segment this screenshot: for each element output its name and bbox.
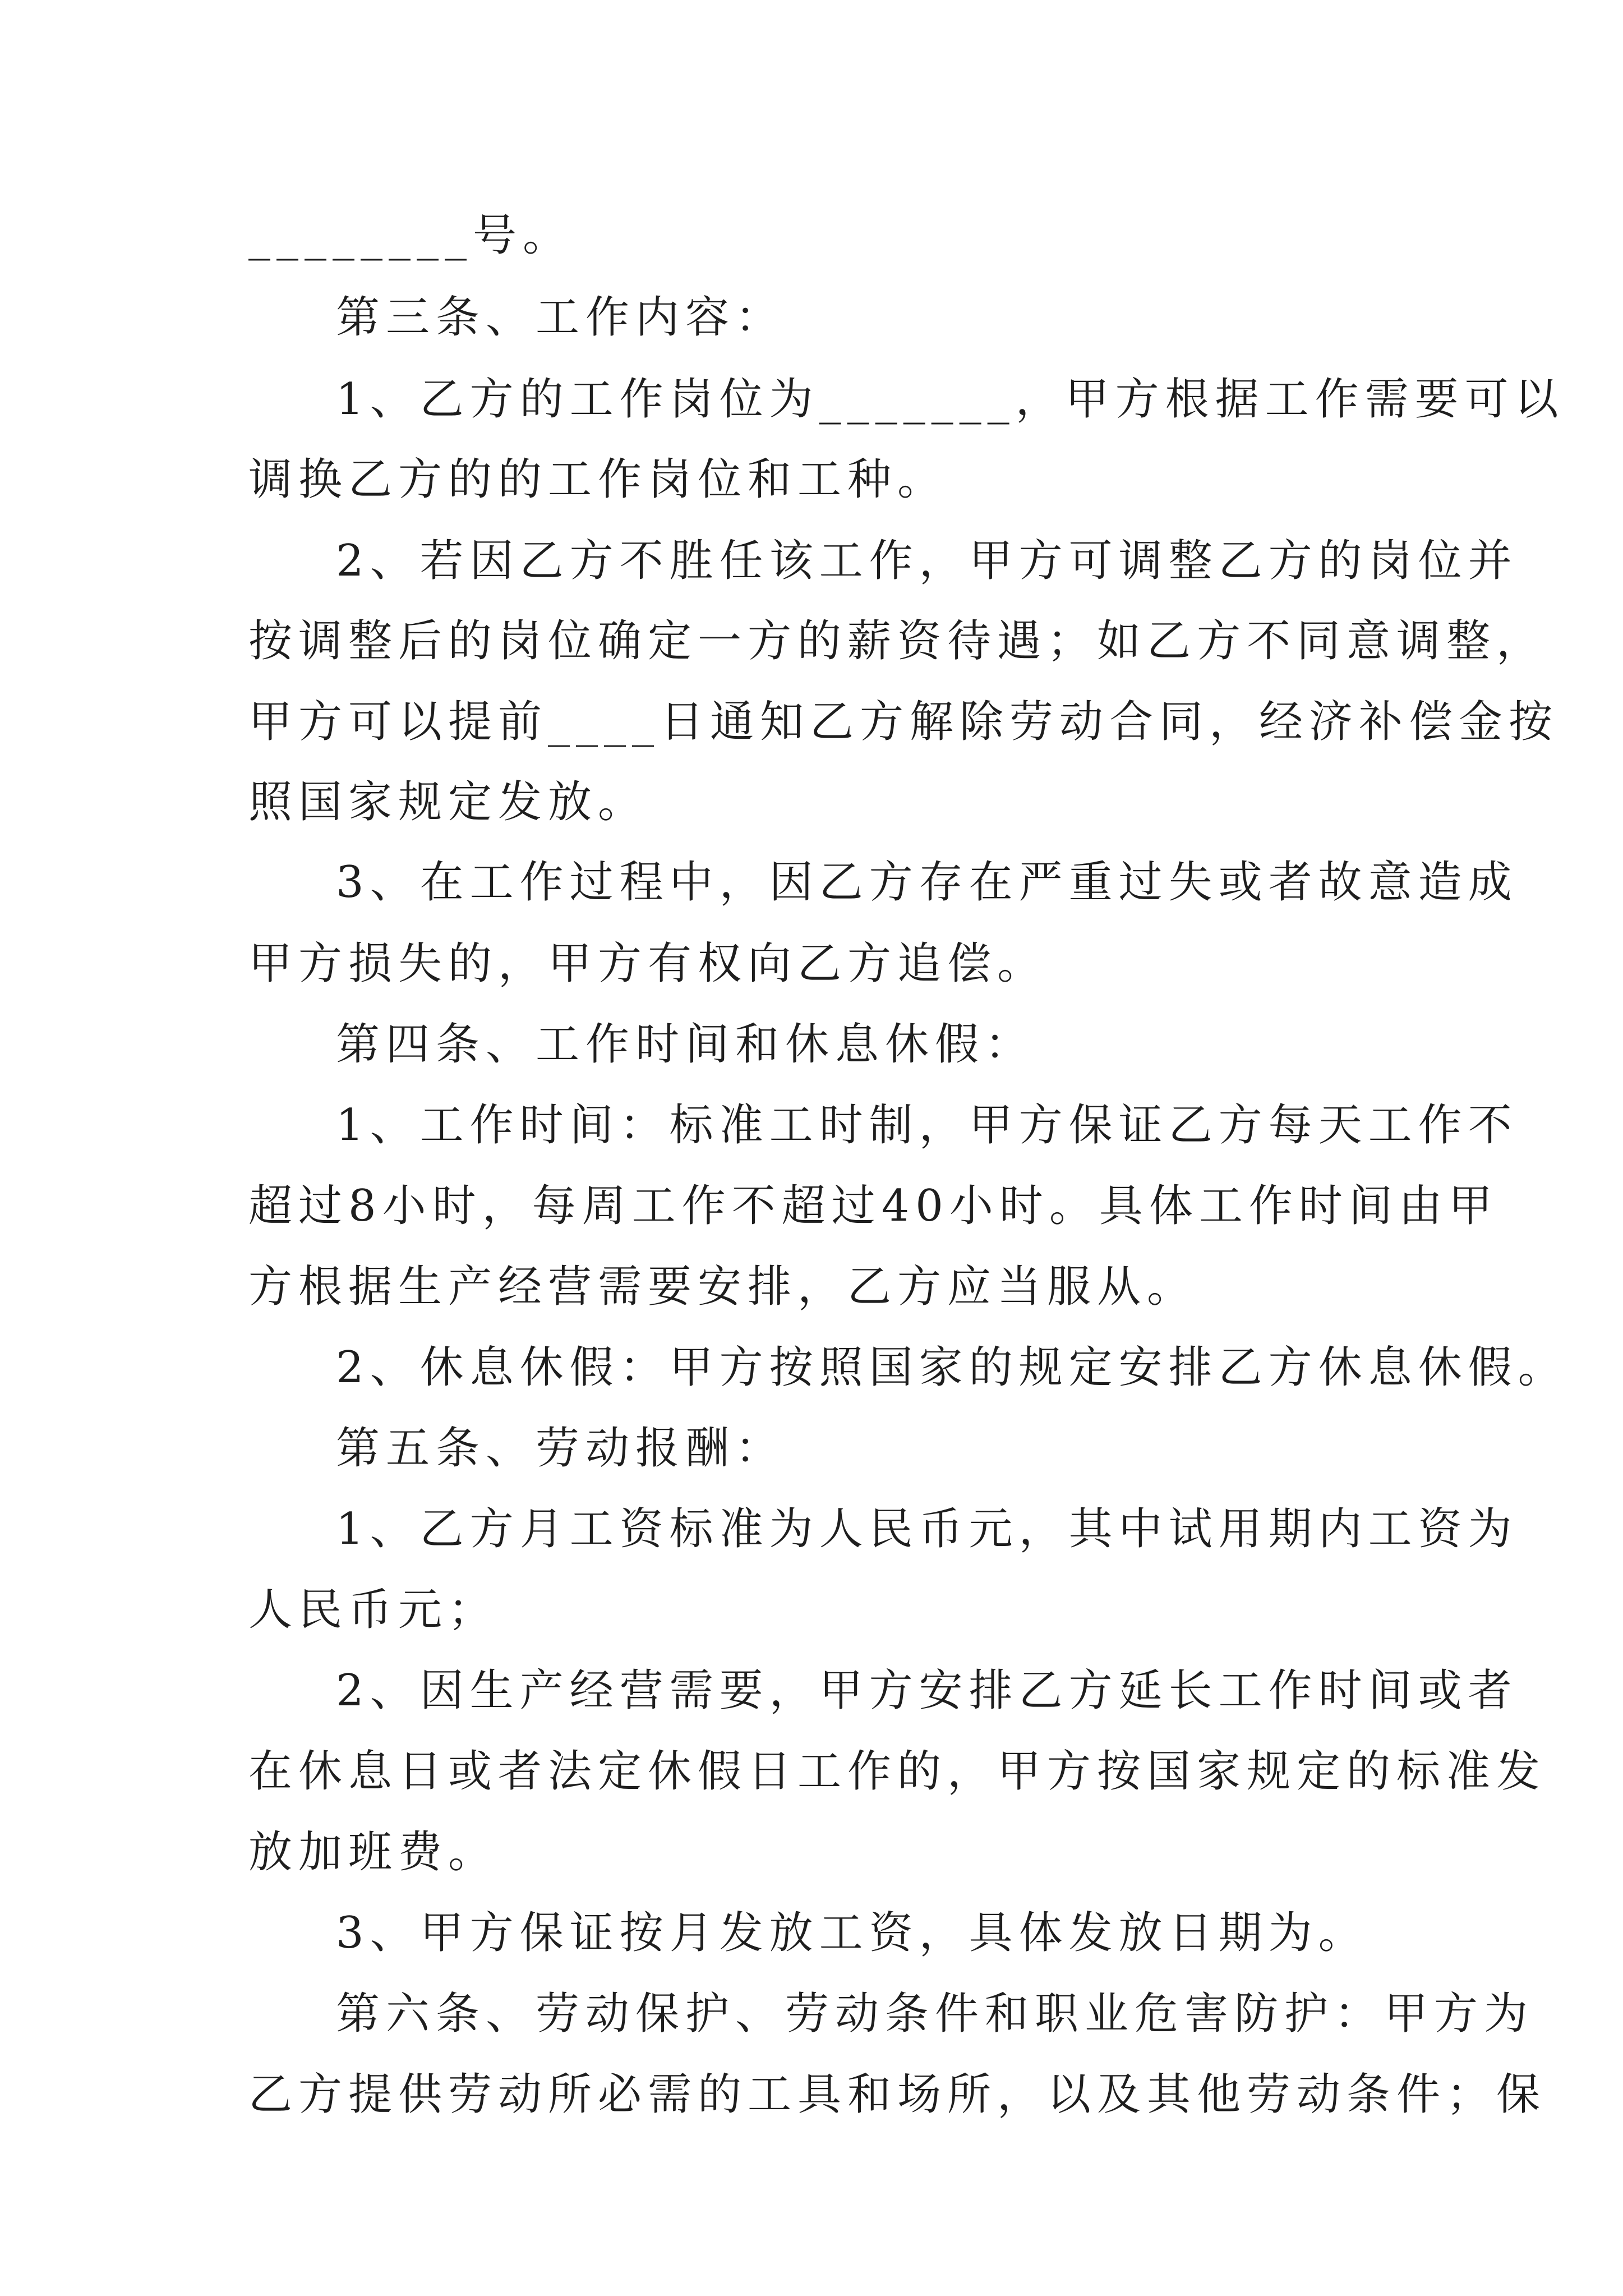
paragraph-line: 放加班费。 [248, 1827, 499, 1878]
paragraph-line: 1、乙方月工资标准为人民币元，其中试用期内工资为 [336, 1504, 1518, 1554]
paragraph-line: 方根据生产经营需要安排，乙方应当服从。 [248, 1262, 1197, 1312]
paragraph-line: 甲方可以提前____日通知乙方解除劳动合同，经济补偿金按 [248, 697, 1559, 747]
paragraph-line: 3、在工作过程中，因乙方存在严重过失或者故意造成 [336, 857, 1518, 908]
paragraph-line: 在休息日或者法定休假日工作的，甲方按国家规定的标准发 [248, 1746, 1547, 1797]
paragraph-line: 按调整后的岗位确定一方的薪资待遇；如乙方不同意调整， [248, 616, 1547, 666]
paragraph-line: 2、因生产经营需要，甲方安排乙方延长工作时间或者 [336, 1665, 1518, 1716]
paragraph-line: 调换乙方的的工作岗位和工种。 [248, 454, 948, 505]
paragraph-line: 2、若因乙方不胜任该工作，甲方可调整乙方的岗位并 [336, 536, 1518, 586]
article-3-heading: 第三条、工作内容： [336, 292, 786, 343]
paragraph-line: 人民币元； [248, 1585, 499, 1635]
paragraph-line: 1、乙方的工作岗位为_______，甲方根据工作需要可以 [336, 374, 1565, 425]
paragraph-line: 照国家规定发放。 [248, 777, 648, 827]
paragraph-line: 3、甲方保证按月发放工资，具体发放日期为。 [336, 1908, 1368, 1958]
paragraph-line: 2、休息休假：甲方按照国家的规定安排乙方休息休假。 [336, 1342, 1568, 1393]
article-5-heading: 第五条、劳动报酬： [336, 1423, 786, 1474]
article-6-heading: 第六条、劳动保护、劳动条件和职业危害防护：甲方为 [336, 1989, 1534, 2039]
article-4-heading: 第四条、工作时间和休息休假： [336, 1019, 1035, 1070]
paragraph-line: 甲方损失的，甲方有权向乙方追偿。 [248, 938, 1048, 989]
paragraph-line: 1、工作时间：标准工时制，甲方保证乙方每天工作不 [336, 1100, 1518, 1151]
line-continuation: ________号。 [248, 210, 573, 261]
paragraph-line: 乙方提供劳动所必需的工具和场所，以及其他劳动条件；保 [248, 2069, 1547, 2120]
paragraph-line: 超过8小时，每周工作不超过40小时。具体工作时间由甲 [248, 1181, 1498, 1231]
